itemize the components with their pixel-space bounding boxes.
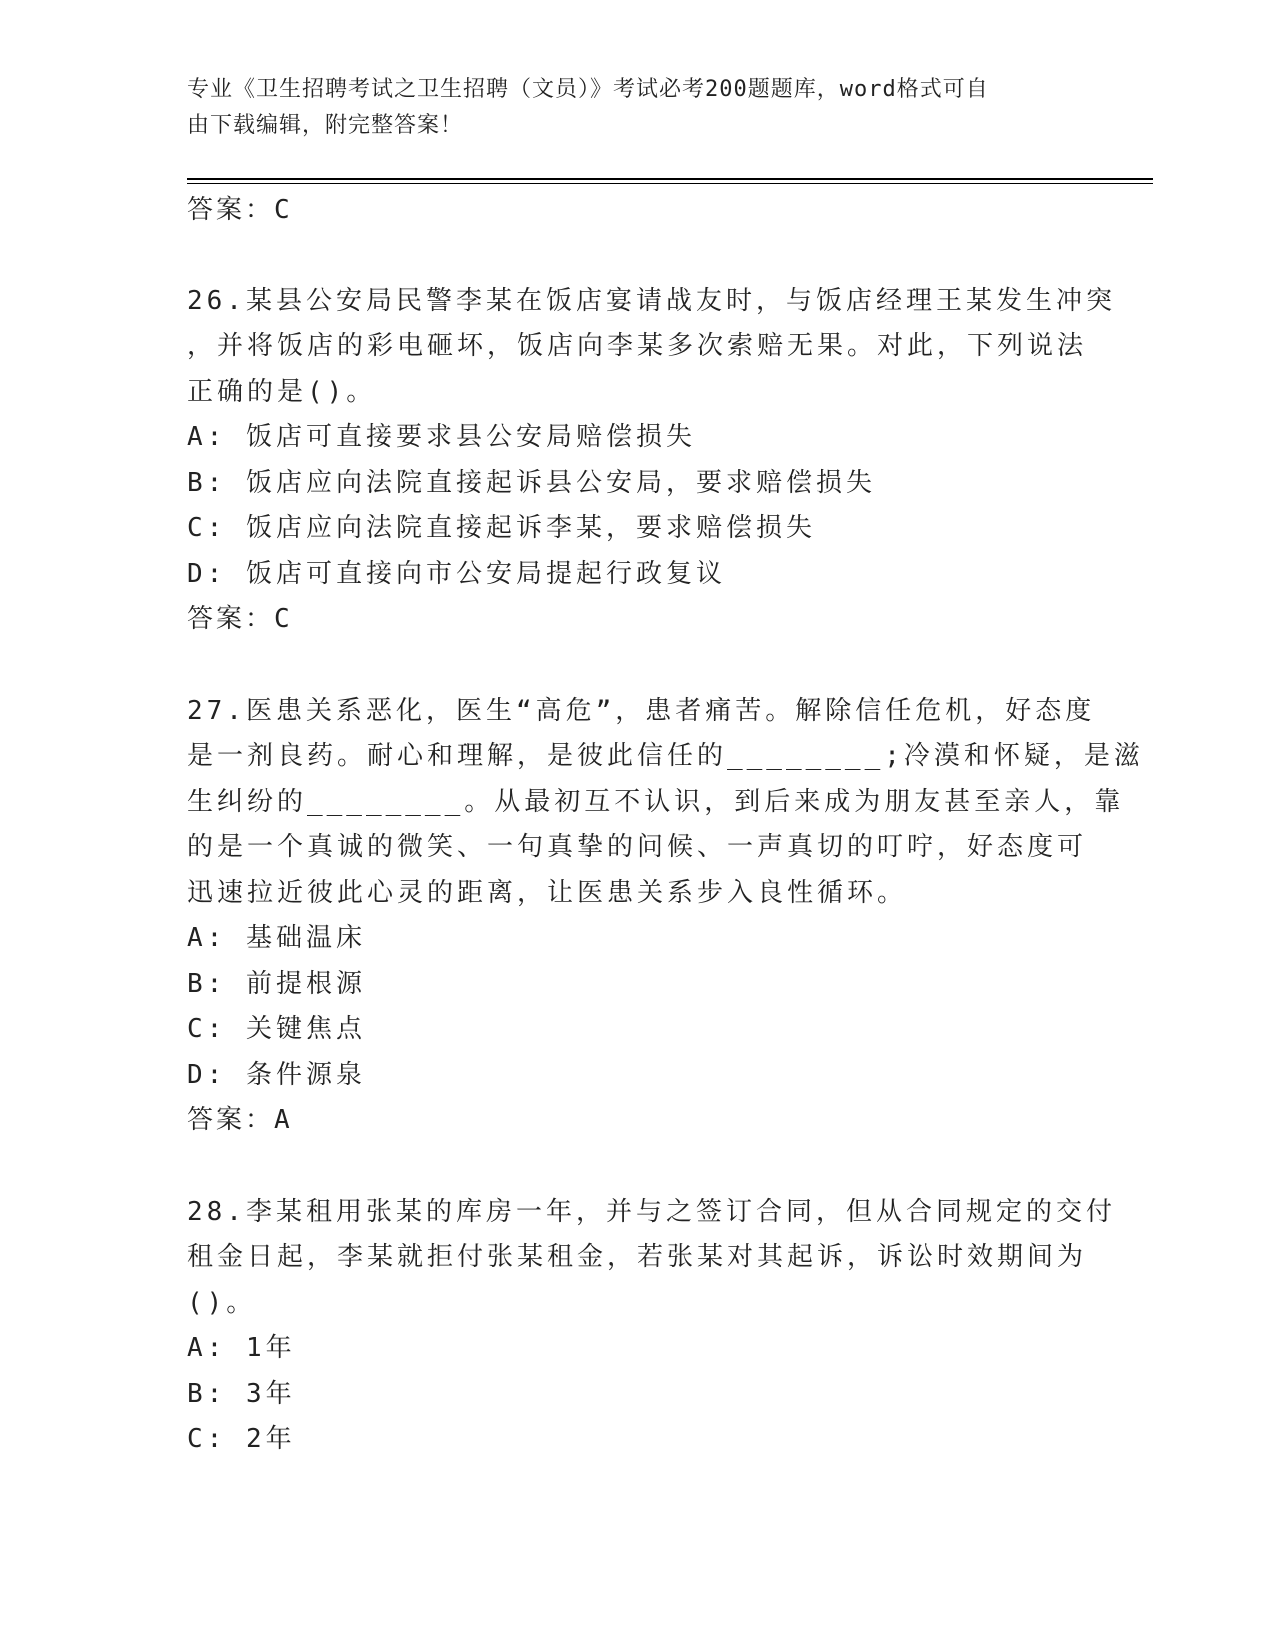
answer: 答案：A xyxy=(187,1105,293,1135)
question-text-line: 的是一个真诚的微笑、一句真挚的问候、一声真切的叮咛，好态度可 xyxy=(187,832,1088,862)
question-text-line: 26.某县公安局民警李某在饭店宴请战友时，与饭店经理王某发生冲突 xyxy=(187,285,1116,316)
question-text-line: 是一剂良药。耐心和理解，是彼此信任的________;冷漠和怀疑，是滋 xyxy=(187,741,1144,771)
question-text-line: 正确的是()。 xyxy=(187,376,377,407)
option-a: A: 基础温床 xyxy=(187,923,366,953)
option-a: A: 1年 xyxy=(187,1333,296,1363)
document-header xyxy=(187,72,1067,144)
question-27 xyxy=(187,689,1144,1144)
option-d: D: 条件源泉 xyxy=(187,1059,366,1090)
question-text-line: 迅速拉近彼此心灵的距离，让医患关系步入良性循环。 xyxy=(187,877,908,908)
option-a: A: 饭店可直接要求县公安局赔偿损失 xyxy=(187,422,696,452)
question-text-line: 28.李某租用张某的库房一年，并与之签订合同，但从合同规定的交付 xyxy=(187,1196,1116,1227)
header-line-1: 专业《卫生招聘考试之卫生招聘（文员）》考试必考200题题库，word格式可自 xyxy=(187,77,989,102)
question-26 xyxy=(187,279,1116,643)
header-divider-thin xyxy=(187,183,1153,184)
previous-answer: 答案：C xyxy=(187,195,293,225)
option-c: C: 关键焦点 xyxy=(187,1014,366,1044)
option-c: C: 饭店应向法院直接起诉李某，要求赔偿损失 xyxy=(187,513,816,543)
question-28 xyxy=(187,1190,1116,1463)
option-d: D: 饭店可直接向市公安局提起行政复议 xyxy=(187,558,726,589)
option-b: B: 3年 xyxy=(187,1378,296,1409)
document-body xyxy=(187,188,1144,1463)
question-text-line: 租金日起，李某就拒付张某租金，若张某对其起诉，诉讼时效期间为 xyxy=(187,1242,1088,1272)
question-text-line: 生纠纷的________。从最初互不认识，到后来成为朋友甚至亲人，靠 xyxy=(187,786,1125,817)
option-b: B: 前提根源 xyxy=(187,968,366,999)
question-text-line: ，并将饭店的彩电砸坏，饭店向李某多次索赔无果。对此，下列说法 xyxy=(187,331,1088,361)
answer: 答案：C xyxy=(187,604,293,634)
option-b: B: 饭店应向法院直接起诉县公安局，要求赔偿损失 xyxy=(187,467,876,498)
header-divider-thick xyxy=(187,178,1153,180)
question-text-line: 27.医患关系恶化，医生“高危”，患者痛苦。解除信任危机，好态度 xyxy=(187,695,1096,726)
header-line-2: 由下载编辑，附完整答案！ xyxy=(187,113,464,138)
option-c: C: 2年 xyxy=(187,1424,296,1454)
question-text-line: ()。 xyxy=(187,1287,257,1318)
